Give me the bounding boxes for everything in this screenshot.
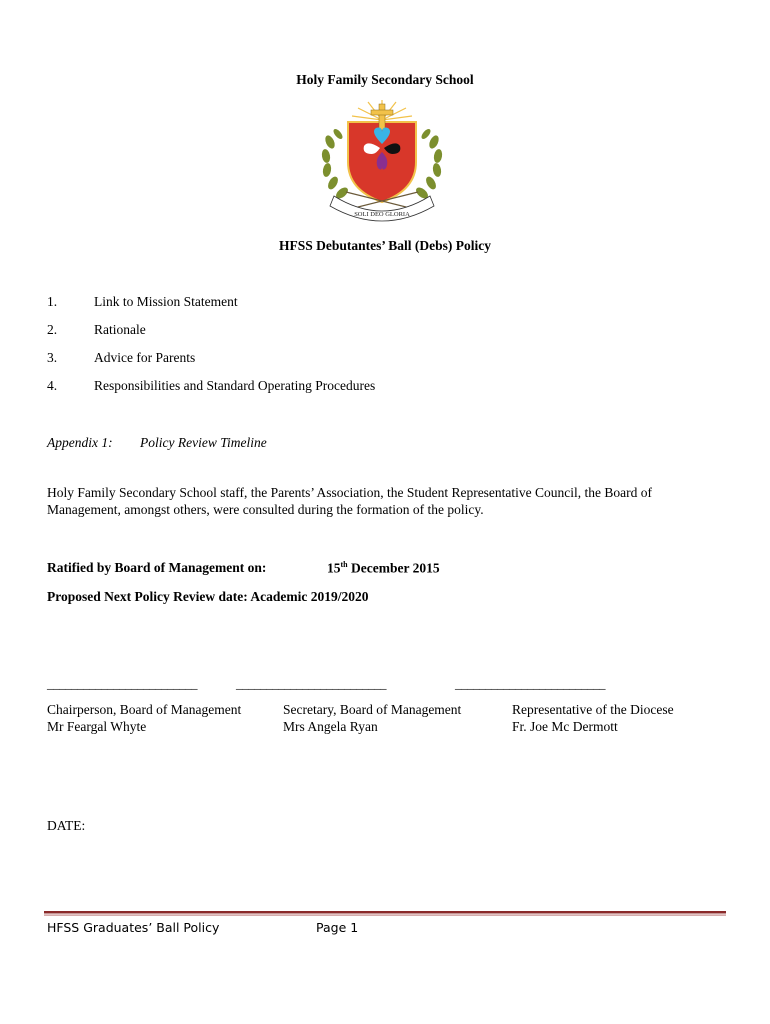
contents-item-label: Responsibilities and Standard Operating Procedures (94, 378, 376, 393)
contents-item-label: Link to Mission Statement (94, 294, 238, 309)
page-number: Page 1 (316, 920, 359, 935)
contents-item-number: 1. (47, 294, 58, 309)
appendix-title: Policy Review Timeline (140, 435, 267, 450)
footer-title: HFSS Graduates’ Ball Policy (47, 920, 220, 935)
signatory-secretary (283, 702, 461, 735)
appendix-label: Appendix 1: (47, 435, 113, 450)
review-line (47, 589, 368, 605)
review-label: Proposed Next Policy Review date: (47, 589, 248, 604)
contents-item-label: Rationale (94, 322, 146, 337)
contents-item-number: 4. (47, 378, 58, 393)
contents-item-number: 3. (47, 350, 58, 365)
ratification-line (47, 560, 440, 576)
signature-line: _________________________ (455, 676, 605, 691)
signatory-role: Chairperson, Board of Management (47, 702, 242, 717)
signatory-diocese (512, 702, 674, 735)
signatory-name: Mrs Angela Ryan (283, 718, 378, 734)
motto-text: SOLI DEO GLORIA (354, 211, 410, 218)
signature-line: _________________________ (47, 676, 197, 691)
ratification-date: 15th December 2015 (327, 560, 440, 576)
signatory-name: Mr Feargal Whyte (47, 718, 147, 734)
contents-item-number: 2. (47, 322, 58, 337)
contents-item-label: Advice for Parents (94, 350, 196, 365)
review-value: Academic 2019/2020 (250, 589, 369, 604)
date-label: DATE: (47, 818, 86, 833)
signatory-chairperson (47, 702, 241, 735)
consultation-paragraph: Holy Family Secondary School staff, the Parents’ Association, the Student Representative Council, the Board of Management, amongst others, were consulted during the formation of the policy. (47, 485, 653, 517)
school-crest-logo (316, 92, 448, 228)
signatory-role: Representative of the Diocese (512, 702, 674, 717)
school-name: Holy Family Secondary School (296, 72, 474, 87)
footer-divider (44, 911, 726, 917)
ratification-label: Ratified by Board of Management on: (47, 560, 267, 575)
policy-title: HFSS Debutantes’ Ball (Debs) Policy (279, 238, 491, 253)
signatory-role: Secretary, Board of Management (283, 702, 462, 717)
signatory-name: Fr. Joe Mc Dermott (512, 718, 618, 734)
signature-line: _________________________ (236, 676, 386, 691)
